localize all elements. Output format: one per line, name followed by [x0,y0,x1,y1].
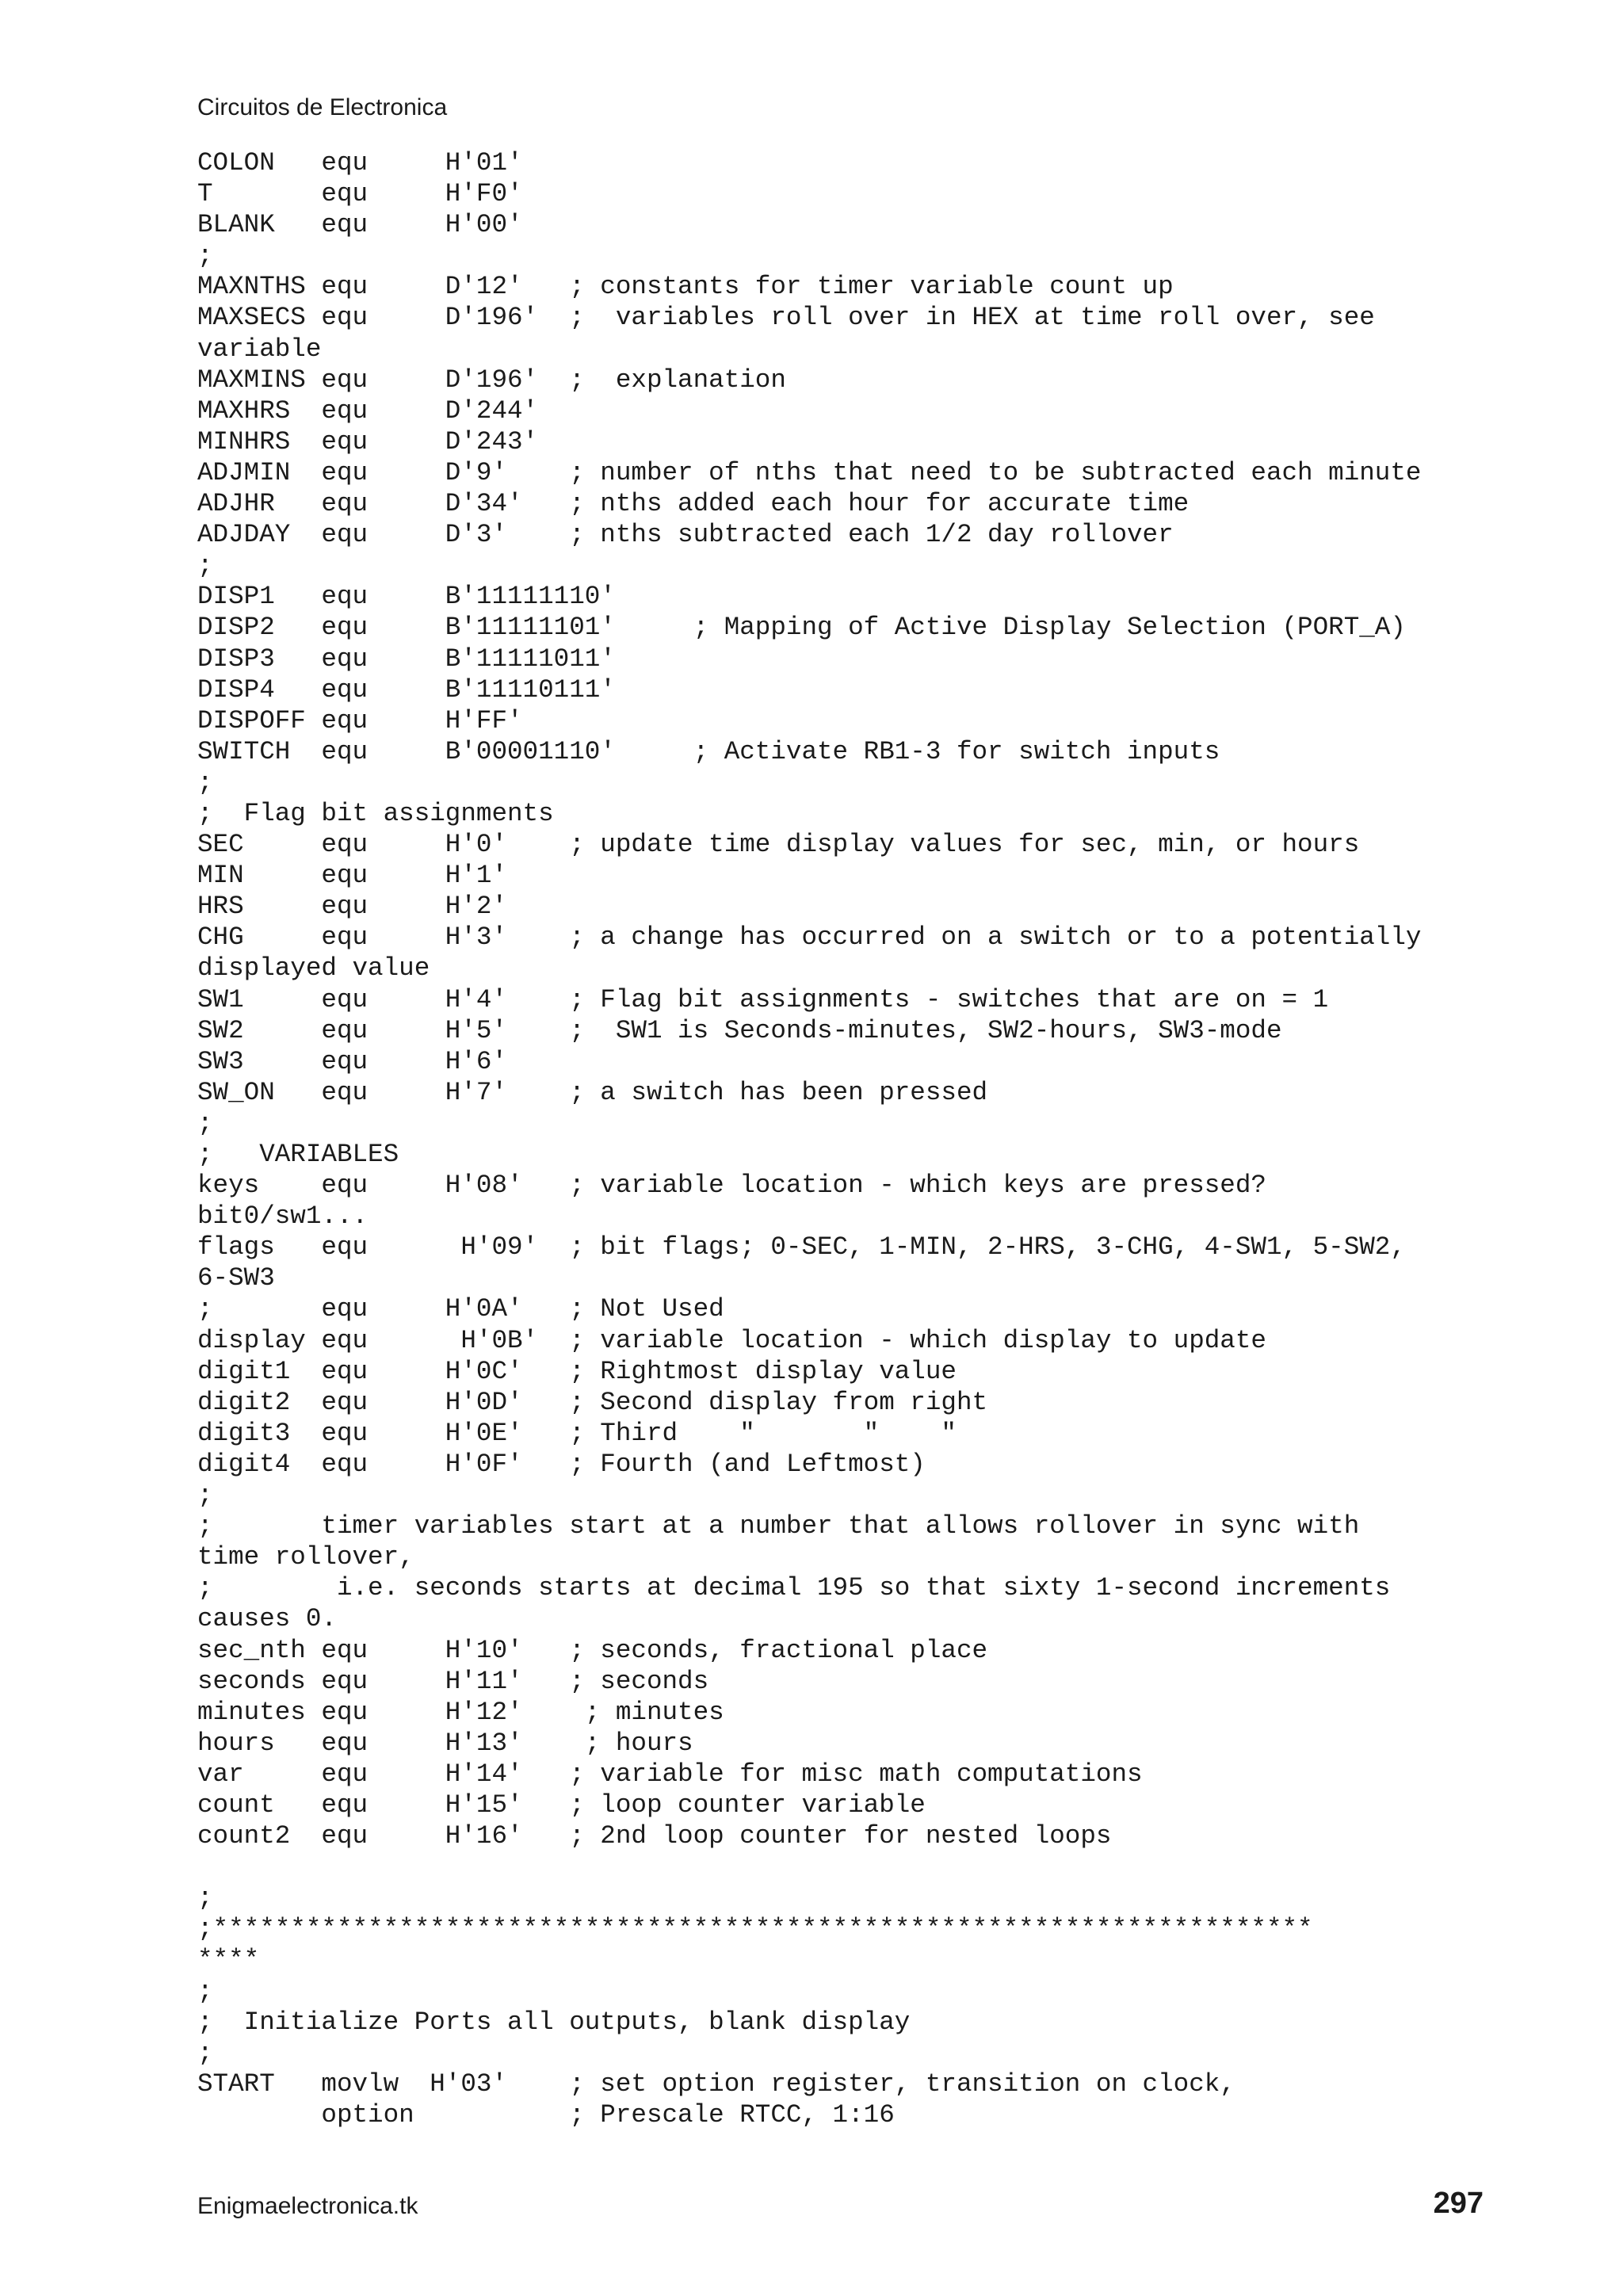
code-line: count2 equ H'16' ; 2nd loop counter for nested loops [197,1821,1112,1851]
code-line: variable [197,334,322,364]
assembly-code-listing [197,147,1421,2130]
code-line: ; equ H'0A' ; Not Used [197,1294,724,1324]
code-line: flags equ H'09' ; bit flags; 0-SEC, 1-MIN, 2-HRS, 3-CHG, 4-SW1, 5-SW2, [197,1232,1406,1263]
footer-site-name: Enigmaelectronica.tk [197,2193,418,2219]
code-line: ADJHR equ D'34' ; nths added each hour for accurate time [197,489,1190,519]
code-line: digit3 equ H'0E' ; Third " " " [197,1418,957,1448]
code-line: ADJMIN equ D'9' ; number of nths that need to be subtracted each minute [197,457,1422,487]
code-line: SW3 equ H'6' [197,1046,508,1076]
code-line: ADJDAY equ D'3' ; nths subtracted each 1/2 day rollover [197,520,1174,550]
page-number: 297 [1433,2187,1484,2220]
code-line: DISPOFF equ H'FF' [197,705,523,735]
code-line: DISP4 equ B'11110111' [197,674,616,705]
code-line: digit1 equ H'0C' ; Rightmost display value [197,1356,957,1386]
code-line: SEC equ H'0' ; update time display values for sec, min, or hours [197,830,1360,860]
code-line: ; timer variables start at a number that allows rollover in sync with [197,1511,1360,1541]
code-line: ; [197,241,213,271]
code-line: bit0/sw1... [197,1201,369,1232]
code-line: ; [197,551,213,581]
code-line: digit4 equ H'0F' ; Fourth (and Leftmost) [197,1449,926,1479]
code-line: ; [197,1480,213,1511]
code-line [197,1851,1421,1882]
code-line: ; [197,1883,213,1913]
code-line: DISP3 equ B'11111011' [197,644,616,674]
code-line: minutes equ H'12' ; minutes [197,1697,724,1727]
code-line: ; [197,767,213,797]
code-line: ; [197,1976,213,2006]
code-line: **** [197,1945,260,1975]
code-line: digit2 equ H'0D' ; Second display from right [197,1387,988,1417]
code-line: ; [197,2038,213,2068]
code-line: seconds equ H'11' ; seconds [197,1666,709,1696]
code-line: SW_ON equ H'7' ; a switch has been pressed [197,1077,988,1107]
code-line: MINHRS equ D'243' [197,426,539,457]
code-line: display equ H'0B' ; variable location - which display to update [197,1325,1266,1355]
code-line: hours equ H'13' ; hours [197,1728,693,1758]
code-line: var equ H'14' ; variable for misc math computations [197,1759,1143,1789]
code-line: MAXNTHS equ D'12' ; constants for timer variable count up [197,272,1174,302]
code-line: MAXHRS equ D'244' [197,395,539,426]
code-line: SW1 equ H'4' ; Flag bit assignments - switches that are on = 1 [197,984,1329,1014]
code-line: MAXMINS equ D'196' ; explanation [197,365,786,395]
code-line: time rollover, [197,1542,414,1572]
code-line: count equ H'15' ; loop counter variable [197,1790,926,1820]
code-line: T equ H'F0' [197,179,523,209]
code-line: option ; Prescale RTCC, 1:16 [197,2099,895,2130]
code-line: SW2 equ H'5' ; SW1 is Seconds-minutes, SW2-hours, SW3-mode [197,1015,1282,1045]
code-line: ; Flag bit assignments [197,798,554,828]
code-line: CHG equ H'3' ; a change has occurred on a switch or to a potentially [197,923,1422,953]
code-line: MIN equ H'1' [197,861,508,891]
code-line: 6-SW3 [197,1263,275,1293]
code-line: ; [197,1108,213,1138]
code-line: sec_nth equ H'10' ; seconds, fractional place [197,1635,988,1665]
page-header-title: Circuitos de Electronica [197,94,448,120]
code-line: displayed value [197,953,430,984]
code-line: DISP1 equ B'11111110' [197,582,616,612]
code-line: ; Initialize Ports all outputs, blank display [197,2007,911,2037]
code-line: keys equ H'08' ; variable location - which keys are pressed? [197,1171,1266,1201]
code-line: COLON equ H'01' [197,148,523,178]
code-line: START movlw H'03' ; set option register, transition on clock, [197,2069,1235,2099]
code-line: ; i.e. seconds starts at decimal 195 so that sixty 1-second increments [197,1573,1391,1603]
code-line: HRS equ H'2' [197,892,508,922]
code-line: BLANK equ H'00' [197,210,523,240]
code-line: DISP2 equ B'11111101' ; Mapping of Active Display Selection (PORT_A) [197,613,1406,643]
code-line: causes 0. [197,1604,337,1634]
code-line: ; VARIABLES [197,1140,399,1169]
code-line: SWITCH equ B'00001110' ; Activate RB1-3 for switch inputs [197,736,1220,766]
code-line: ;*********************************************************************** [197,1914,1313,1944]
code-line: MAXSECS equ D'196' ; variables roll over in HEX at time roll over, see [197,303,1375,333]
